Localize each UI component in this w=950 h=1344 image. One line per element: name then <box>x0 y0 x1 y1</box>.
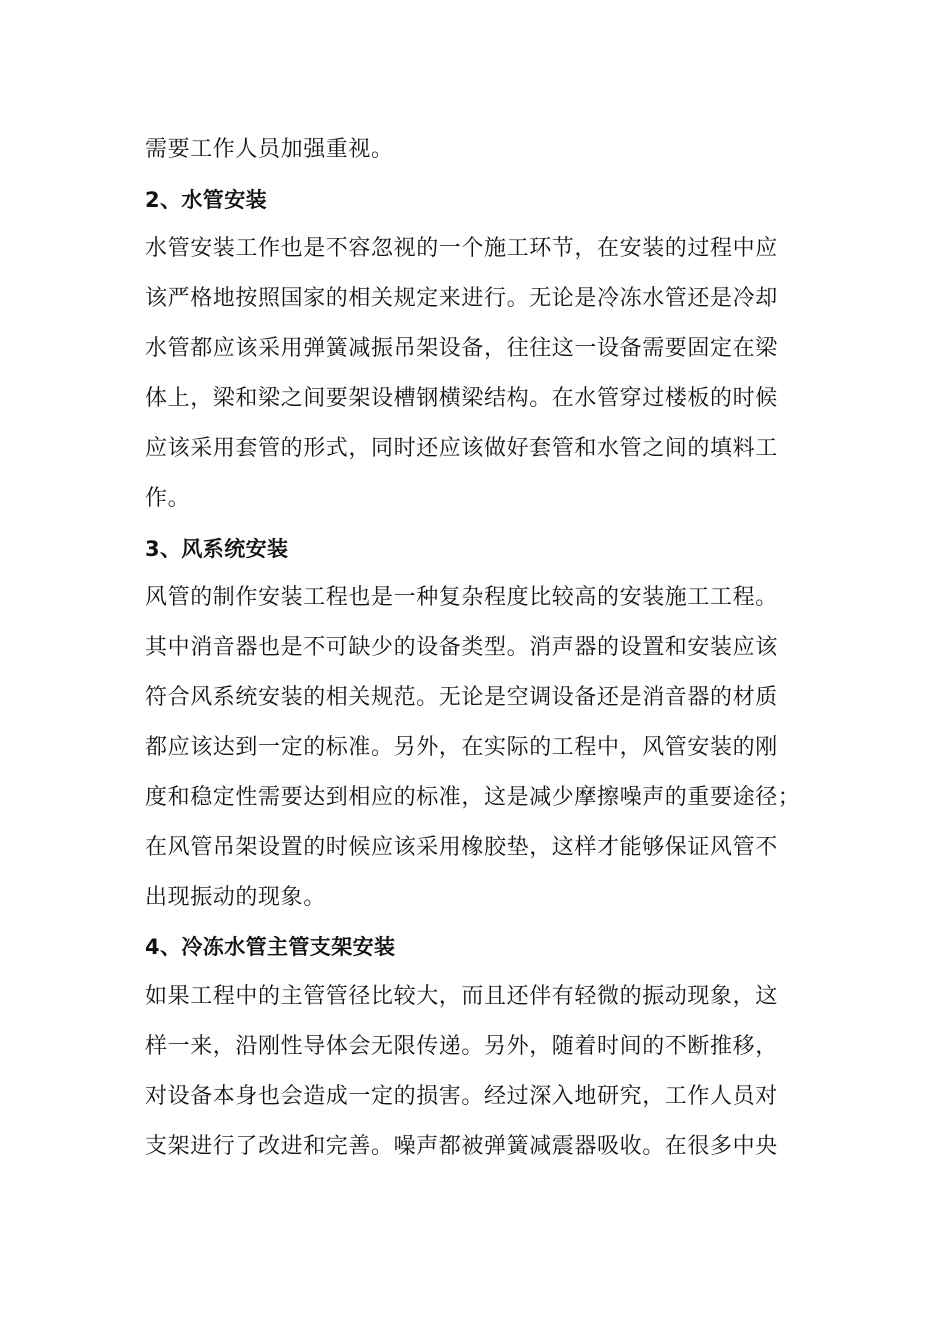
section-heading-main-pipe-support: 4、冷冻水管主管支架安装 <box>145 935 396 959</box>
paragraph-line: 需要工作人员加强重视。 <box>145 137 394 162</box>
paragraph-line: 对设备本身也会造成一定的损害。经过深入地研究，工作人员对 <box>145 1084 778 1109</box>
paragraph-line: 在风管吊架设置的时候应该采用橡胶垫，这样才能够保证风管不 <box>145 835 778 860</box>
paragraph-line: 该严格地按照国家的相关规定来进行。无论是冷冻水管还是冷却 <box>145 286 778 311</box>
paragraph-line: 其中消音器也是不可缺少的设备类型。消声器的设置和安装应该 <box>145 635 778 660</box>
paragraph-line: 如果工程中的主管管径比较大，而且还伴有轻微的振动现象，这 <box>145 984 778 1009</box>
paragraph-line: 水管都应该采用弹簧减振吊架设备，往往这一设备需要固定在梁 <box>145 336 778 361</box>
paragraph-line: 出现振动的现象。 <box>145 885 326 910</box>
paragraph-line: 应该采用套管的形式，同时还应该做好套管和水管之间的填料工 <box>145 436 778 461</box>
paragraph-line: 水管安装工作也是不容忽视的一个施工环节，在安装的过程中应 <box>145 236 778 261</box>
paragraph-line: 作。 <box>145 486 191 511</box>
section-heading-water-pipe: 2、水管安装 <box>145 188 268 212</box>
paragraph-line: 都应该达到一定的标准。另外，在实际的工程中，风管安装的刚 <box>145 735 778 760</box>
paragraph-line: 体上，梁和梁之间要架设槽钢横梁结构。在水管穿过楼板的时候 <box>145 386 778 411</box>
section-heading-air-system: 3、风系统安装 <box>145 537 289 561</box>
paragraph-line: 度和稳定性需要达到相应的标准，这是减少摩擦噪声的重要途径； <box>145 785 801 810</box>
paragraph-line: 样一来，沿刚性导体会无限传递。另外，随着时间的不断推移， <box>145 1034 778 1059</box>
paragraph-line: 符合风系统安装的相关规范。无论是空调设备还是消音器的材质 <box>145 685 778 710</box>
paragraph-line: 风管的制作安装工程也是一种复杂程度比较高的安装施工工程。 <box>145 585 778 610</box>
paragraph-line: 支架进行了改进和完善。噪声都被弹簧减震器吸收。在很多中央 <box>145 1134 778 1159</box>
